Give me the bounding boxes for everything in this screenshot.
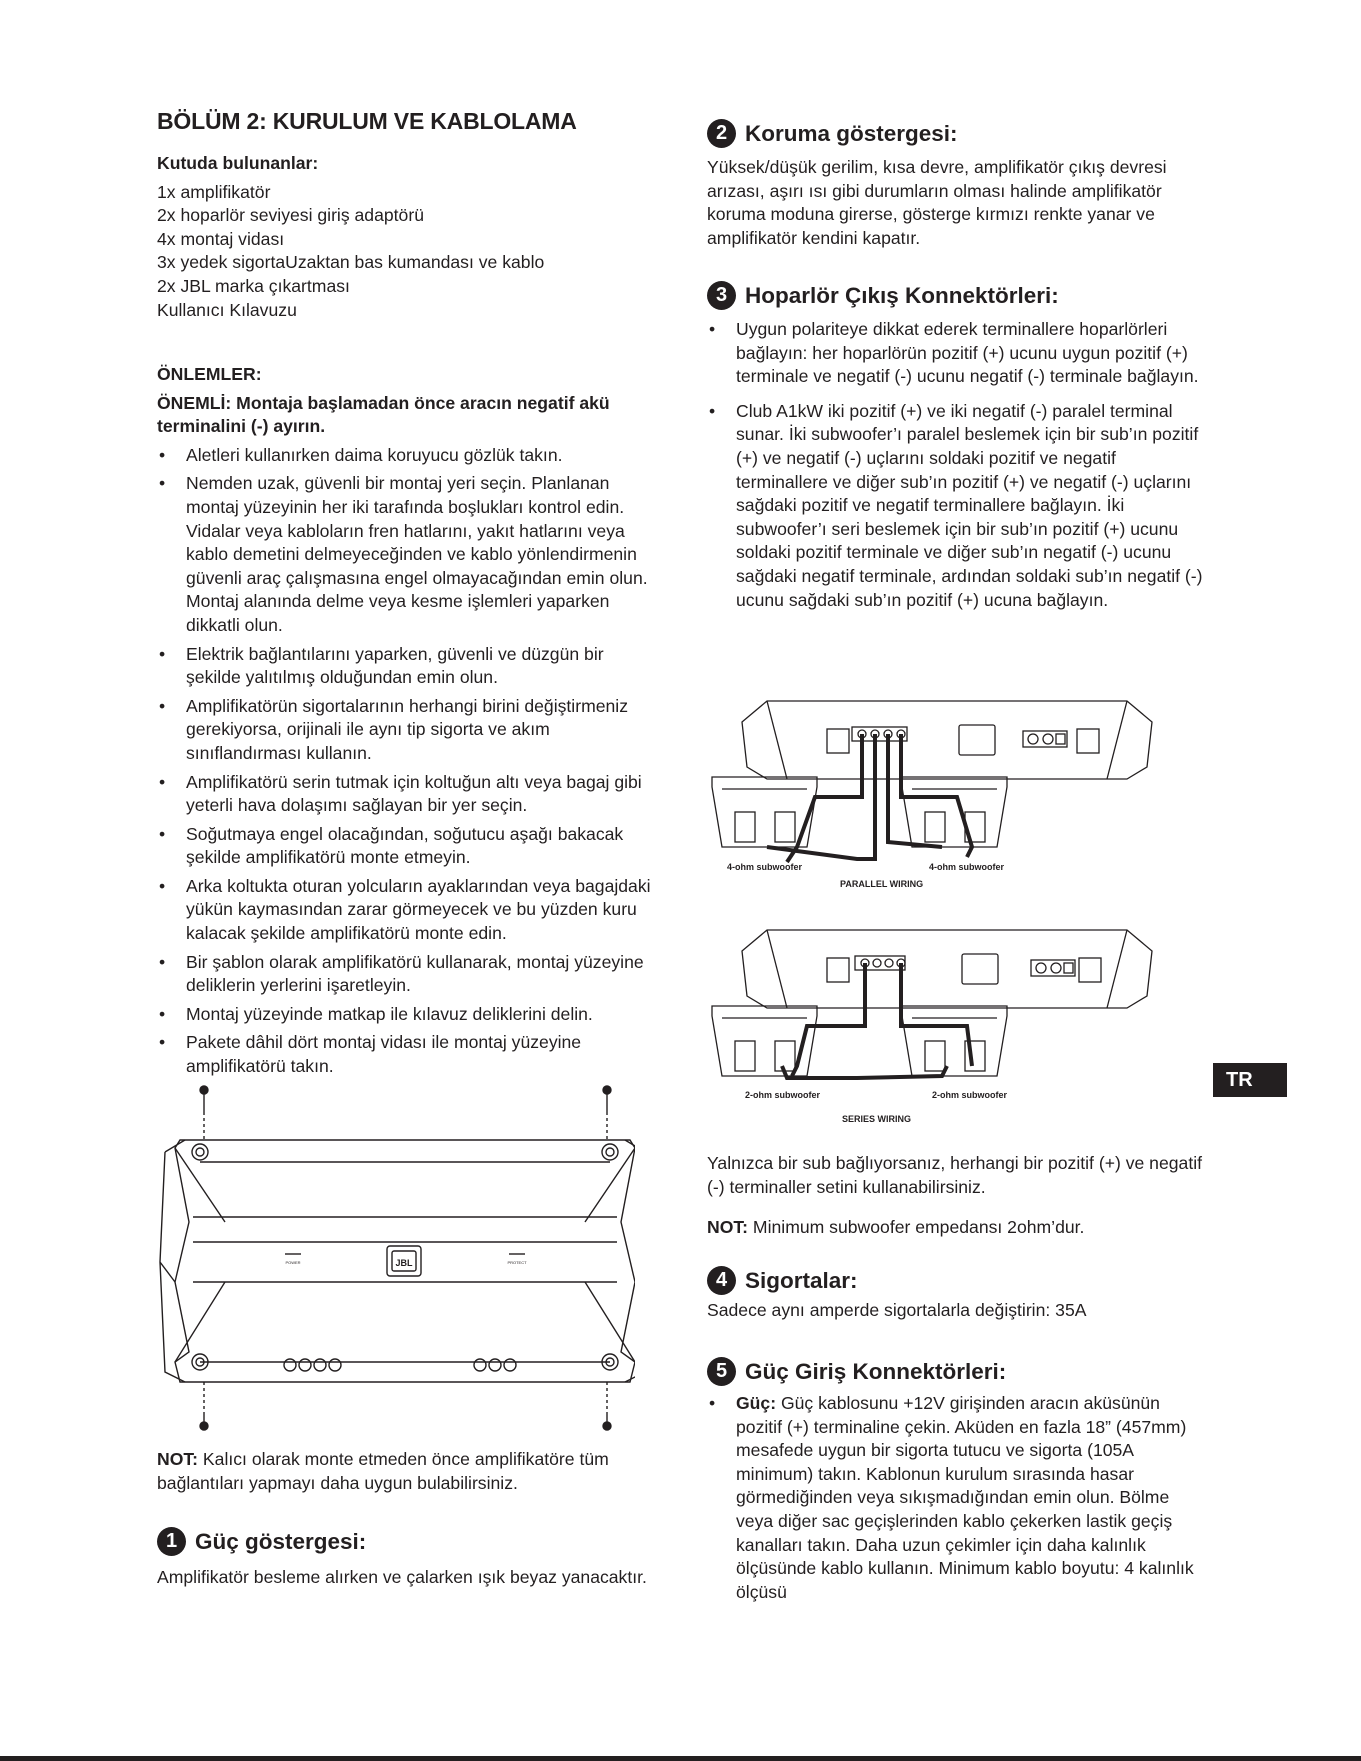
in-box-section — [157, 152, 652, 322]
section-text: Amplifikatör besleme alırken ve çalarken ışık beyaz yanacaktır. — [157, 1567, 647, 1587]
list-item: • Bir şablon olarak amplifikatörü kullanarak, montaj yüzeyine deliklerin yerlerini işaretleyin. — [157, 951, 652, 998]
subwoofer-label: 2-ohm subwoofer — [932, 1090, 1008, 1100]
list-item: • Pakete dâhil dört montaj vidası ile montaj yüzeyine amplifikatörü takın. — [157, 1031, 652, 1078]
list-item: • Club A1kW iki pozitif (+) ve iki negatif (-) paralel terminal sunar. İki subwoofer’ı paralel beslemek için bir sub’ın pozitif (+) ve negatif (-) uçlarını soldaki pozitif ve negatif terminallere ve diğer sub’ın pozitif (+) ve negatif (-) uçlarını sağdaki pozitif ve negatif terminallere bağlayın. İki subwoofer’ı seri beslemek için bir sub’ın pozitif (+) ucunu soldaki pozitif terminale ve diğer sub’ın negatif (-) ucunu sağdaki negatif terminale, ardından soldaki sub’ın negatif (-) ucunu sağdaki sub’ın pozitif (+) ucuna bağlayın. — [707, 400, 1207, 612]
jbl-logo: JBL — [395, 1258, 413, 1268]
important-note: ÖNEMLİ: Montaja başlamadan önce aracın negatif akü terminalini (-) ayırın. — [157, 392, 610, 437]
section-3 — [707, 281, 1207, 612]
note-left — [157, 1448, 652, 1495]
in-box-item: 1x amplifikatör — [157, 181, 271, 202]
parallel-wiring-diagram — [707, 697, 1187, 897]
section-number-icon: 3 — [707, 281, 736, 310]
subwoofer-label: 4-ohm subwoofer — [929, 862, 1005, 872]
section-number-icon: 4 — [707, 1266, 736, 1295]
list-item: • Amplifikatörün sigortalarının herhangi birini değiştirmeniz gerekiyorsa, orijinali ile aynı tip sigorta ve akım sınıflandırması kullanın. — [157, 695, 652, 766]
precautions-list — [157, 444, 652, 1079]
list-item: • Uygun polariteye dikkat ederek terminallere hoparlörleri bağlayın: her hoparlörün pozitif (+) ucunu uygun pozitif (+) terminale ve negatif (-) ucunu negatif (-) terminale bağlayın. — [707, 318, 1207, 389]
section-5 — [707, 1357, 1207, 1604]
note-right — [707, 1216, 1207, 1240]
precautions-heading: ÖNLEMLER: — [157, 364, 262, 384]
subwoofer-label: 2-ohm subwoofer — [745, 1090, 821, 1100]
bottom-rule — [0, 1756, 1361, 1761]
protect-led-label: PROTECT — [507, 1260, 527, 1265]
subwoofer-label: 4-ohm subwoofer — [727, 862, 803, 872]
section-4 — [707, 1266, 1207, 1323]
list-item: • Soğutmaya engel olacağından, soğutucu aşağı bakacak şekilde amplifikatörü monte etmeyin. — [157, 823, 652, 870]
list-item: • Amplifikatörü serin tutmak için koltuğun altı veya bagaj gibi yeterli hava dolaşımı sağlayan bir yer seçin. — [157, 771, 652, 818]
section-heading: Güç göstergesi: — [195, 1528, 367, 1554]
page-title: BÖLÜM 2: KURULUM VE KABLOLAMA — [157, 108, 577, 134]
section-1 — [157, 1527, 652, 1590]
screw-icon — [200, 1382, 208, 1430]
series-wiring-diagram — [707, 926, 1187, 1131]
note-text: Kalıcı olarak monte etmeden önce amplifikatöre tüm bağlantıları yapmayı daha uygun bulabilirsiniz. — [157, 1449, 609, 1493]
in-box-item: 4x montaj vidası — [157, 228, 285, 249]
section-number-icon: 5 — [707, 1357, 736, 1386]
power-input-list — [707, 1392, 1207, 1604]
language-tab: TR — [1213, 1063, 1287, 1097]
section-text: Yüksek/düşük gerilim, kısa devre, amplifikatör çıkış devresi arızası, aşırı ısı gibi durumların olması halinde amplifikatör koruma moduna girerse, gösterge kırmızı renkte yanar ve amplifikatör kendini kapatır. — [707, 157, 1167, 248]
amplifier-mounting-figure — [155, 1082, 635, 1434]
section-heading: Güç Giriş Konnektörleri: — [745, 1358, 1007, 1384]
in-box-item: Kullanıcı Kılavuzu — [157, 299, 297, 320]
note-label: NOT: — [707, 1217, 749, 1237]
section-number-icon: 1 — [157, 1527, 186, 1556]
list-item: • Elektrik bağlantılarını yaparken, güvenli ve düzgün bir şekilde yalıtılmış olduğundan emin olun. — [157, 643, 652, 690]
section-heading: Sigortalar: — [745, 1267, 858, 1293]
list-item — [707, 1392, 1207, 1604]
section-text: Sadece aynı amperde sigortalarla değiştirin: 35A — [707, 1300, 1087, 1320]
in-box-item: 2x hoparlör seviyesi giriş adaptörü — [157, 205, 424, 226]
screw-icon — [200, 1086, 208, 1140]
precautions-section — [157, 363, 652, 1079]
list-item: • Montaj yüzeyinde matkap ile kılavuz deliklerini delin. — [157, 1003, 652, 1027]
list-item: • Nemden uzak, güvenli bir montaj yeri seçin. Planlanan montaj yüzeyinin her iki tarafında boşlukları kontrol edin. Vidalar veya kabloların fren hatlarını, yakıt hatlarını veya kablo demetini delmeyeceğinden ve kablo yönlendirmenin güvenli araç çalışmasına engel olmayacağından emin olun. Montaj alanında delme veya kesme işlemleri yaparken dikkatli olun. — [157, 472, 652, 637]
power-label: Güç: — [736, 1393, 777, 1413]
single-sub-text: Yalnızca bir sub bağlıyorsanız, herhangi bir pozitif (+) ve negatif (-) terminaller setini kullanabilirsiniz. — [707, 1153, 1203, 1197]
speaker-output-list — [707, 318, 1207, 612]
note-label: NOT: — [157, 1449, 199, 1469]
list-item: • Arka koltukta oturan yolcuların ayaklarından veya bagajdaki yükün kaymasından zarar görmeyecek ve bu yüzden kuru kalacak şekilde amplifikatörü monte edin. — [157, 875, 652, 946]
power-text: Güç kablosunu +12V girişinden aracın aküsünün pozitif (+) terminaline çekin. Aküden en fazla 18” (457mm) mesafede uygun bir sigorta tutucu ve sigorta (105A minimum) takın. Kablonun kurulum sırasında hasar görmediğinden veya sıkışmadığından emin olun. Bölme veya diğer sac geçişlerinden kablo çekerken lastik geçiş kanalları takın. Daha uzun çekimler için daha kalınlık ölçüsünde kablo kullanın. Minimum kablo boyutu: 4 kalınlık ölçüsü — [736, 1393, 1194, 1602]
section-heading: Hoparlör Çıkış Konnektörleri: — [745, 282, 1059, 308]
power-led-label: POWER — [285, 1260, 301, 1265]
section-2 — [707, 119, 1207, 250]
in-box-heading: Kutuda bulunanlar: — [157, 153, 319, 173]
diagram-caption: PARALLEL WIRING — [840, 879, 924, 889]
in-box-item: 3x yedek sigortaUzaktan bas kumandası ve kablo — [157, 252, 545, 273]
list-item: • Aletleri kullanırken daima koruyucu gözlük takın. — [157, 444, 652, 468]
section-heading: Koruma göstergesi: — [745, 120, 958, 146]
screw-icon — [603, 1382, 611, 1430]
screw-icon — [603, 1086, 611, 1140]
in-box-item: 2x JBL marka çıkartması — [157, 275, 350, 296]
note-text: Minimum subwoofer empedansı 2ohm’dur. — [748, 1217, 1085, 1237]
section-number-icon: 2 — [707, 119, 736, 148]
diagram-caption: SERIES WIRING — [842, 1114, 912, 1124]
